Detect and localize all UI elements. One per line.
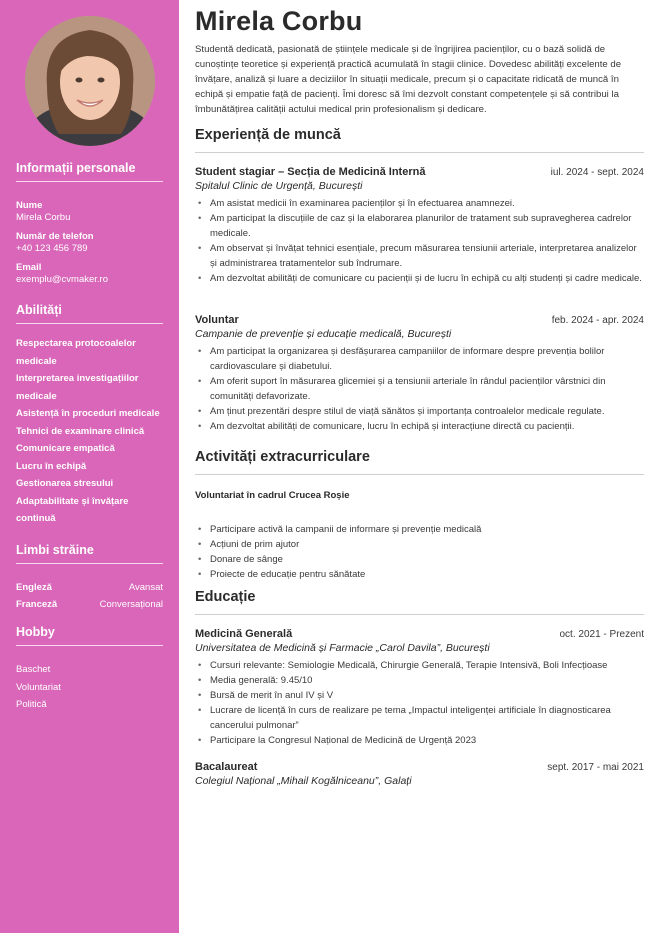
skill-item: Tehnici de examinare clinică [16,425,145,437]
list-item: • Am participat la discuțiile de caz și la elaborarea planurilor de tratament sub supravegherea cadrelor medicale. [195,211,644,241]
sidebar [0,0,179,933]
hobby-item: Baschet [16,664,51,675]
education-heading: Educație [195,589,644,615]
name-value: Mirela Corbu [16,212,71,223]
list-item: • Participare la Congresul Național de Medicină de Urgență 2023 [195,733,644,748]
list-item: • Am participat la organizarea și desfășurarea campaniilor de informare despre prevenția bolilor cardiovasculare și diabetului. [195,344,644,374]
language-row [16,596,163,613]
activities-heading: Activități extracurriculare [195,449,644,475]
avatar [25,16,155,146]
list-item: • Proiecte de educație pentru sănătate [195,567,644,582]
degree-bullets [195,658,644,748]
job-bullets [195,344,644,434]
activity-title: Voluntariat în cadrul Crucea Roșie [195,490,350,501]
hobby-section [16,625,163,714]
email-value: exemplu@cvmaker.ro [16,274,109,285]
entry-header [195,314,644,326]
email-label: Email [16,262,42,273]
list-item: • Bursă de merit în anul IV și V [195,688,644,703]
list-item: • Donare de sânge [195,552,644,567]
experience-entry [195,314,644,434]
language-row [16,579,163,596]
skill-item: Comunicare empatică [16,443,115,454]
list-item: • Am ținut prezentări despre stilul de viață sănătos și importanța controalelor medicale regulate. [195,404,644,419]
skills-heading: Abilități [16,303,163,324]
employer: Spitalul Clinic de Urgență, București [195,180,363,192]
list-item: • Cursuri relevante: Semiologie Medicală, Chirurgie Generală, Terapie Intensivă, Boli Infecțioase [195,658,644,673]
skill-item: Adaptabilitate și învățare continuă [16,495,129,524]
language-name: Engleză [16,582,52,593]
name-label: Nume [16,200,43,211]
list-item: • Am dezvoltat abilități de comunicare cu pacienții și de lucru în echipă cu alți studenți și cadre medicale. [195,271,644,286]
phone-value: +40 123 456 789 [16,243,88,254]
hobby-heading: Hobby [16,625,163,646]
skill-item: Asistență în proceduri medicale [16,408,160,419]
skill-item: Gestionarea stresului [16,478,114,489]
institution: Universitatea de Medicină și Farmacie „Carol Davila”, București [195,642,490,654]
profile-photo [25,16,155,146]
language-level: Avansat [128,582,163,593]
experience-heading: Experiență de muncă [195,127,644,153]
skill-item: Respectarea protocoalelor medicale [16,338,136,367]
employer: Campanie de prevenție și educație medicală, București [195,328,452,340]
personal-info-heading: Informații personale [16,161,163,182]
job-title: Voluntar [195,314,239,326]
education-entry [195,628,644,748]
job-date: iul. 2024 - sept. 2024 [550,167,644,178]
list-item: • Am asistat medicii în examinarea pacienților și în efectuarea anamnezei. [195,196,644,211]
full-name: Mirela Corbu [195,6,363,36]
degree-date: sept. 2017 - mai 2021 [547,762,644,773]
activity-entry [195,490,644,582]
job-title: Student stagiar – Secția de Medicină Internă [195,166,426,178]
hobby-item: Voluntariat [16,681,61,693]
degree-title: Medicină Generală [195,628,293,640]
entry-header [195,166,644,178]
education-entry [195,761,644,787]
entry-header [195,761,644,773]
languages-section [16,543,163,613]
experience-entry [195,166,644,286]
skill-item: Interpretarea investigațiilor medicale [16,373,139,402]
list-item: • Acțiuni de prim ajutor [195,537,644,552]
language-level: Conversațional [99,599,163,610]
language-name: Franceză [16,599,58,610]
profile-summary: Studentă dedicată, pasionată de științele medicale și de îngrijirea pacienților, cu o bază solidă de cunoștințe teoretice și experiență practică acumulată în stagii clinice. Dovedesc abilități excelente de învățare, analiză și luare a deciziilor în situații medicale, precum și o capacitate ridicată de muncă în echipă și empatie față de pacienți. Îmi doresc să îmi dezvolt constant competențele și să contribui la îmbunătățirea calității actului medical prin profesionalism și dedicare. [195,44,622,115]
job-date: feb. 2024 - apr. 2024 [551,315,644,326]
entry-header [195,628,644,640]
skill-item: Lucru în echipă [16,460,87,472]
list-item: • Participare activă la campanii de informare și prevenție medicală [195,522,644,537]
hobby-item: Politică [16,699,47,710]
degree-date: oct. 2021 - Prezent [559,629,644,640]
list-item: • Lucrare de licență în curs de realizare pe tema „Impactul inteligenței artificiale în diagnosticarea cancerului pulmonar” [195,703,644,733]
list-item: • Am observat și învățat tehnici esențiale, precum măsurarea tensiunii arteriale, interpretarea analizelor și administrarea tratamentelor sub îndrumare. [195,241,644,271]
activity-bullets [195,522,644,582]
list-item: • Am oferit suport în măsurarea glicemiei și a tensiunii arteriale în rândul pacienților vârstnici din comunități defavorizate. [195,374,644,404]
languages-heading: Limbi străine [16,543,163,564]
degree-title: Bacalaureat [195,761,258,773]
skills-section [16,303,163,528]
personal-info-section [16,161,163,293]
job-bullets [195,196,644,286]
institution: Colegiul Național „Mihail Kogălniceanu”, Galați [195,775,412,787]
list-item: • Media generală: 9.45/10 [195,673,644,688]
phone-label: Număr de telefon [16,231,94,242]
list-item: • Am dezvoltat abilități de comunicare, lucru în echipă și interacțiune directă cu pacienții. [195,419,644,434]
